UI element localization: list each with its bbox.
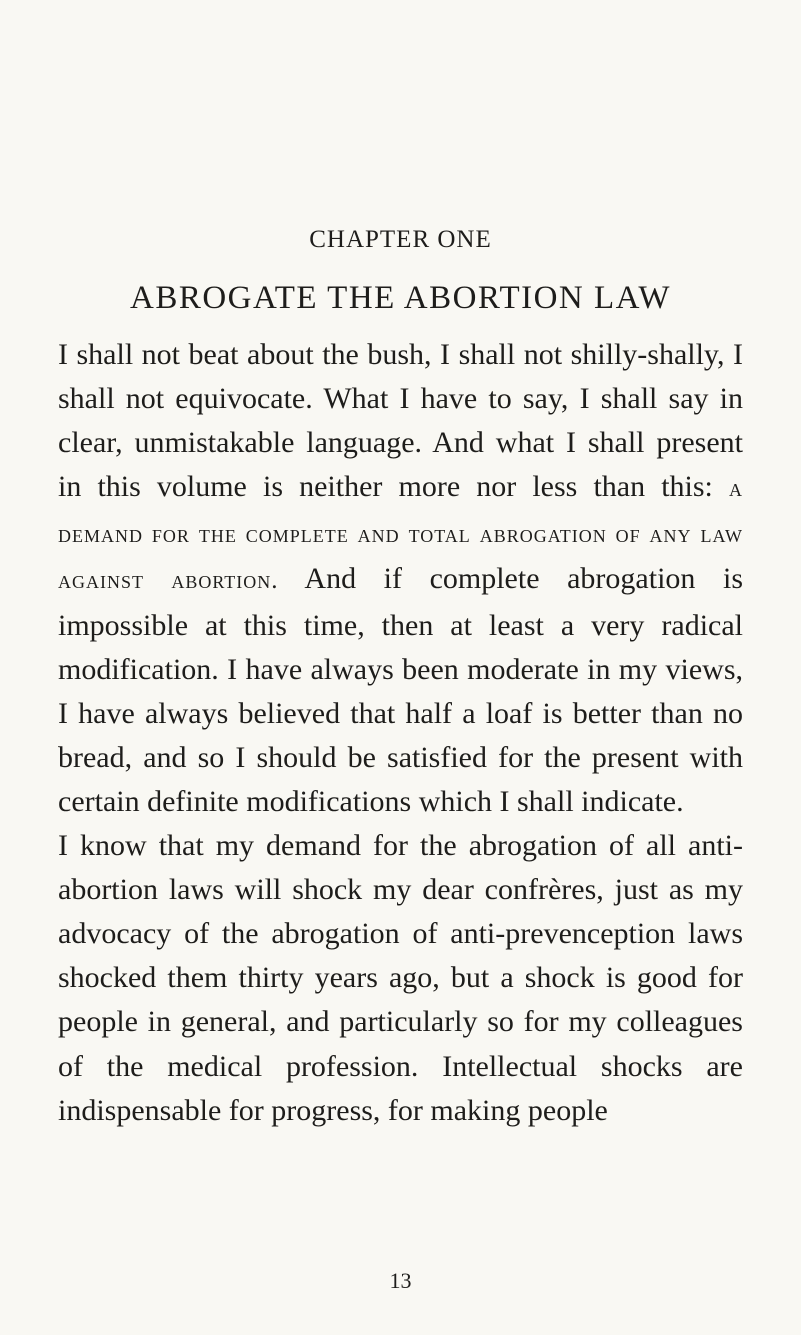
chapter-body bbox=[58, 333, 743, 1133]
chapter-label: CHAPTER ONE bbox=[309, 226, 492, 253]
paragraph-2: I know that my demand for the abrogation of all anti-abortion laws will shock my dear confrères, just as my advocacy of the abrogation of anti-prevenception laws shocked them thirty years ago, but a shock is good for people in general, and particularly so for my colleagues of the medical profession. Intellectual shocks are indispensable for progress, for making people bbox=[58, 829, 743, 1127]
paragraph-1 bbox=[58, 333, 743, 824]
chapter-title: ABROGATE THE ABORTION LAW bbox=[130, 280, 671, 316]
page-number: 13 bbox=[389, 1268, 412, 1293]
paragraph-1-tail: And if complete abrogation is impossible at this time, then at least a very radical modification. I have always been moderate in my views, I have always believed that half a loaf is better than no bread, and so I should be satisfied for the present with certain definite modifications which I shall indicate. bbox=[58, 562, 743, 818]
paragraph-1-lead: I shall not beat about the bush, I shall not shilly-shally, I shall not equivocate. What I have to say, I shall say in clear, unmistakable language. And what I shall present in this volume is neither more nor less than this: bbox=[58, 338, 743, 504]
paragraph-1-emphasis: a demand for the complete and total abrogation of any law against abortion. bbox=[58, 475, 743, 595]
